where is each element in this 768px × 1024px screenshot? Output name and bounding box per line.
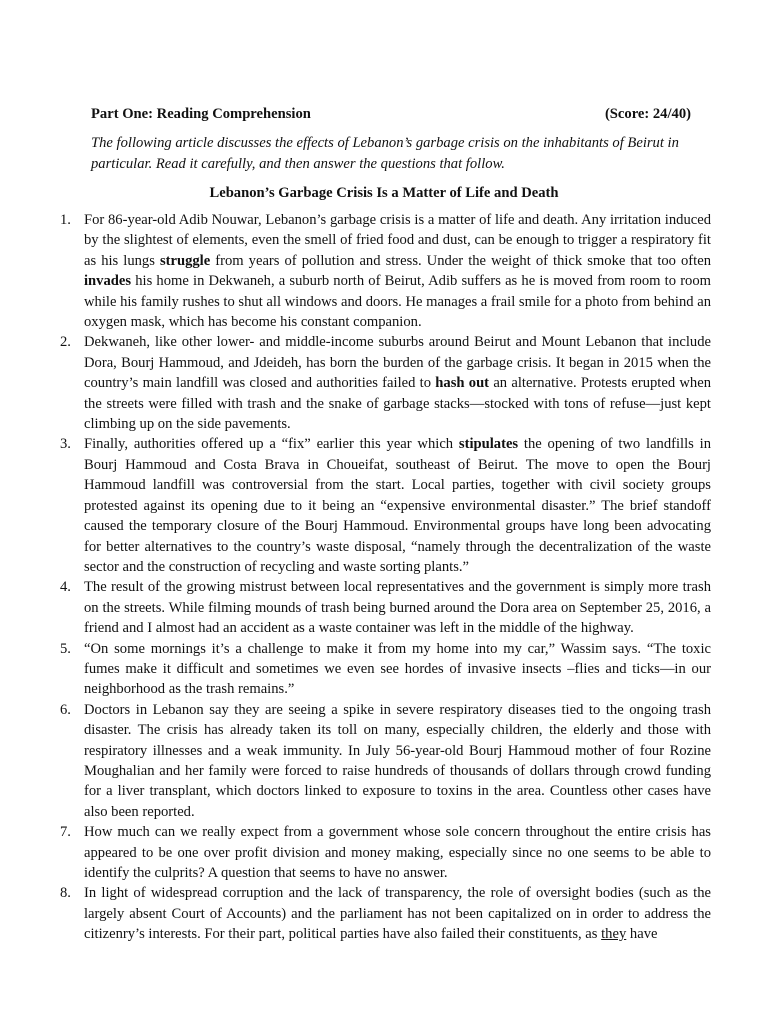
paragraph-number: 8.	[60, 885, 71, 902]
paragraph-7: 7. How much can we really expect from a government whose sole concern throughout the entire crisis has appeared to be one over profit division and money making, especially since no one seems to be able to identify the culprits? A question that seems to have no answer.	[60, 824, 711, 881]
paragraph-number: 6.	[60, 701, 71, 718]
paragraph-5: 5. “On some mornings it’s a challenge to make it from my home into my car,” Wassim says. “The toxic fumes make it difficult and sometimes we even see hordes of invasive insects –flies and ticks—in our neighborhood as the trash remains.”	[60, 640, 711, 698]
paragraph-number: 4.	[60, 579, 71, 596]
article-title: Lebanon’s Garbage Crisis Is a Matter of Life and Death	[209, 185, 559, 201]
score-label: (Score: 24/40)	[604, 106, 691, 122]
bold-keyword: stipulates	[458, 436, 519, 453]
paragraph-number: 5.	[60, 640, 71, 657]
paragraph-number: 7.	[60, 824, 71, 841]
section-header	[91, 104, 691, 124]
bold-keyword: hash out	[435, 375, 490, 392]
paragraph-2: 2. Dekwaneh, like other lower- and middle-income suburbs around Beirut and Mount Lebanon that include Dora, Bourj Hammoud, and Jdeideh, has born the burden of the garbage crisis. It began in 2015 when the country’s main landfill was closed and authorities failed to hash out an alternative. Protests erupted when the streets were filled with trash and the snake of garbage stacks—stocked with tons of refuse—just kept climbing up on the side pavements.	[60, 334, 711, 433]
paragraph-number: 1.	[60, 212, 71, 228]
paragraph-3: 3. Finally, authorities offered up a “fix” earlier this year which stipulates the opening of two landfills in Bourj Hammoud and Costa Brava in Choueifat, southeast of Beirut. The move to open the Bourj Hammoud landfill was controversial from the start. Local parties, together with civil society groups protested against its opening due to it being an “expensive environmental disaster.” The brief standoff caused the temporary closure of the Bourj Hammoud. Environmental groups have long been advocating for better alternatives to the country’s waste disposal, “namely through the decentralization of the waste sector and the construction of recycling and waste sorting plants.”	[60, 436, 711, 575]
bold-keyword: struggle	[159, 252, 211, 269]
article-body	[60, 210, 711, 945]
paragraph-4: 4. The result of the growing mistrust between local representatives and the government is simply more trash on the streets. While filming mounds of trash being burned around the Dora area on September 25, 2016, a friend and I almost had an accident as a waste container was left in the middle of the highway.	[60, 579, 711, 637]
paragraph-number: 3.	[60, 436, 71, 453]
paragraph-number: 2.	[60, 334, 71, 351]
intro-text: The following article discusses the effects of Lebanon’s garbage crisis on the inhabitants of Beirut in particular. Read it carefully, and then answer the questions that follow.	[91, 135, 679, 172]
section-title: Part One: Reading Comprehension	[91, 106, 311, 122]
bold-keyword: invades	[84, 273, 132, 290]
underlined-word: they	[601, 926, 627, 943]
paragraph-1: 1. For 86-year-old Adib Nouwar, Lebanon’s garbage crisis is a matter of life and death. Any irritation induced by the slightest of elements, even the smell of fried food and dust, can be enough to trigger a respiratory fit as his lungs struggle from years of pollution and stress. Under the weight of thick smoke that too often invades his home in Dekwaneh, a suburb north of Beirut, Adib suffers as he is moved from room to room while his family rushes to shut all windows and doors. He manages a frail smile for a photo from behind an oxygen mask, which has become his constant companion.	[60, 212, 711, 331]
paragraph-8: 8. In light of widespread corruption and the lack of transparency, the role of oversight bodies (such as the largely absent Court of Accounts) and the parliament has not been capitalized on in order to address the citizenry’s interests. For their part, political parties have also failed their constituents, as they have	[60, 885, 711, 943]
paragraph-6: 6. Doctors in Lebanon say they are seeing a spike in severe respiratory diseases tied to the ongoing trash disaster. The crisis has already taken its toll on many, especially children, the elderly and those with respiratory illnesses and a weak immunity. In July 56-year-old Bourj Hammoud mother of four Rozine Moughalian and her family were forced to raise hundreds of thousands of dollars through crowd funding for a liver transplant, which doctors linked to exposure to toxins in the area. Countless other cases have also been reported.	[60, 701, 711, 820]
